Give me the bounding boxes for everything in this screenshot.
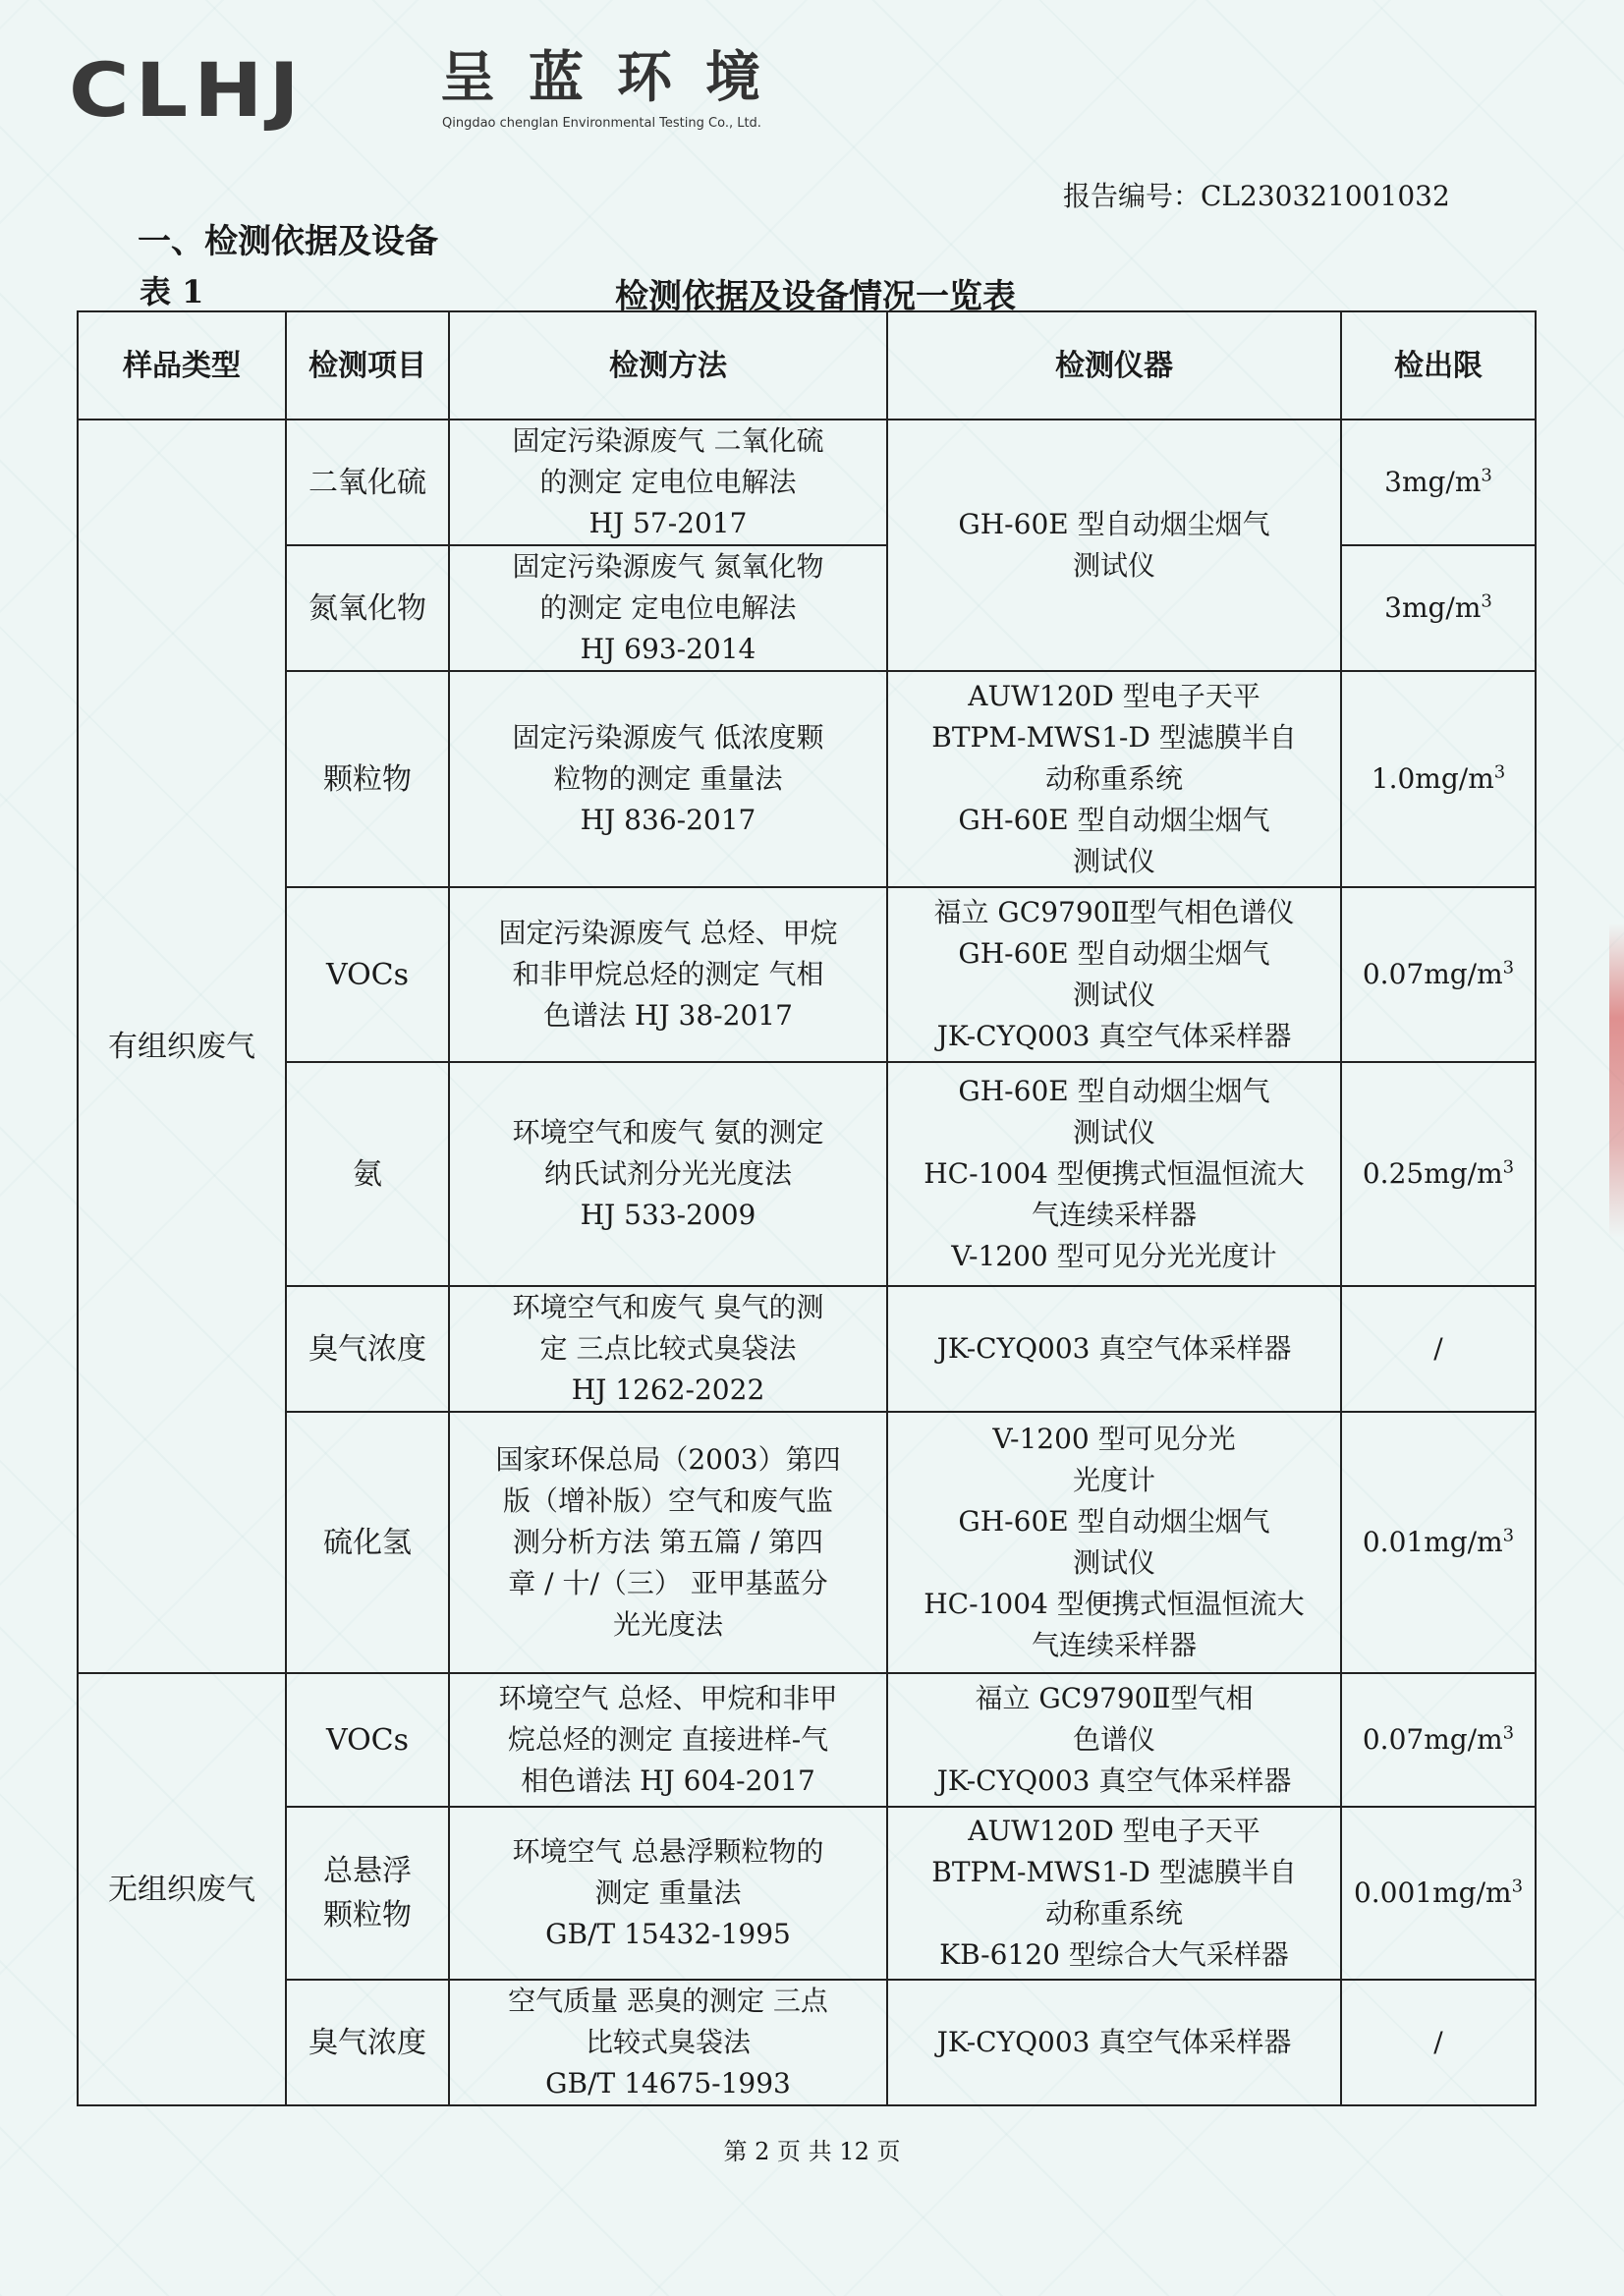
- table-row: [78, 1412, 1536, 1673]
- text-line: 环境空气和废气 氨的测定: [512, 1116, 824, 1148]
- limit-unit-exponent: 3: [1481, 590, 1492, 612]
- limit-value: 3mg/m: [1384, 466, 1482, 498]
- text-line: AUW120D 型电子天平: [968, 1815, 1260, 1847]
- text-line: 颗粒物: [323, 761, 412, 797]
- text-line: 动称重系统: [1044, 762, 1183, 795]
- text-line: VOCs: [325, 1722, 410, 1758]
- instrument-cell: [887, 1673, 1341, 1807]
- text-line: V-1200 型可见分光: [992, 1423, 1236, 1455]
- text-line: 光光度法: [612, 1608, 723, 1641]
- detection-limit-cell: [1341, 887, 1536, 1062]
- test-item-cell: [286, 545, 449, 671]
- limit-value: 0.07mg/m: [1362, 1723, 1503, 1756]
- logo-mark: CLHJ: [69, 46, 306, 134]
- text-line: AUW120D 型电子天平: [968, 680, 1260, 712]
- instrument-cell: [887, 420, 1341, 671]
- report-number: 报告编号：CL230321001032: [1063, 180, 1450, 212]
- text-line: GH-60E 型自动烟尘烟气: [958, 1505, 1270, 1538]
- text-line: GB/T 15432-1995: [545, 1918, 791, 1950]
- table-header-row: [78, 311, 1536, 420]
- text-line: 测分析方法 第五篇 / 第四: [512, 1526, 824, 1558]
- text-line: 测试仪: [1072, 979, 1155, 1011]
- table-row: [78, 1980, 1536, 2105]
- text-line: 臭气浓度: [308, 1331, 426, 1367]
- detection-limit-cell: [1341, 1980, 1536, 2105]
- text-line: HJ 1262-2022: [571, 1373, 765, 1406]
- limit-unit-exponent: 3: [1511, 1876, 1524, 1897]
- test-method-cell: [449, 1807, 887, 1980]
- test-method-cell: [449, 1673, 887, 1807]
- text-line: 颗粒物: [323, 1898, 412, 1932]
- text-line: V-1200 型可见分光光度计: [951, 1240, 1277, 1272]
- header-test-method: 检测方法: [449, 311, 887, 420]
- limit-value: /: [1433, 2026, 1443, 2058]
- text-line: 测试仪: [1072, 845, 1155, 877]
- test-item-cell: [286, 1062, 449, 1286]
- text-line: 臭气浓度: [308, 2025, 426, 2060]
- test-method-cell: [449, 1980, 887, 2105]
- header-instrument: 检测仪器: [887, 311, 1341, 420]
- test-method-cell: [449, 1286, 887, 1412]
- text-line: HJ 57-2017: [588, 507, 748, 539]
- text-line: 测试仪: [1072, 1546, 1155, 1579]
- text-line: JK-CYQ003 真空气体采样器: [936, 1764, 1292, 1797]
- text-line: 色谱仪: [1072, 1723, 1155, 1756]
- limit-unit-exponent: 3: [1502, 1722, 1515, 1744]
- text-line: 的测定 定电位电解法: [539, 466, 797, 498]
- text-line: 固定污染源废气 总烃、甲烷: [498, 917, 838, 949]
- detection-limit-cell: [1341, 1062, 1536, 1286]
- test-item-cell: [286, 1412, 449, 1673]
- limit-value: 0.25mg/m: [1362, 1157, 1503, 1190]
- table-label: 表 1: [140, 273, 204, 310]
- text-line: JK-CYQ003 真空气体采样器: [936, 1020, 1292, 1052]
- sample-type-cell: 有组织废气: [78, 420, 286, 1673]
- test-method-cell: [449, 420, 887, 545]
- table-row: [78, 420, 1536, 545]
- limit-value: 3mg/m: [1384, 591, 1482, 624]
- table-row: [78, 887, 1536, 1062]
- text-line: 固定污染源废气 二氧化硫: [512, 424, 824, 457]
- text-line: 环境空气 总烃、甲烷和非甲: [498, 1682, 838, 1714]
- text-line: 国家环保总局（2003）第四: [495, 1443, 841, 1476]
- test-method-cell: [449, 887, 887, 1062]
- text-line: GH-60E 型自动烟尘烟气: [958, 1075, 1270, 1107]
- text-line: KB-6120 型综合大气采样器: [939, 1938, 1289, 1971]
- text-line: HJ 693-2014: [580, 633, 756, 665]
- header-test-item: 检测项目: [286, 311, 449, 420]
- text-line: JK-CYQ003 真空气体采样器: [936, 1332, 1292, 1365]
- limit-value: 1.0mg/m: [1371, 762, 1494, 795]
- text-line: GH-60E 型自动烟尘烟气: [958, 804, 1270, 836]
- instrument-cell: [887, 1807, 1341, 1980]
- page-footer: 第 2 页 共 12 页: [723, 2138, 901, 2165]
- text-line: JK-CYQ003 真空气体采样器: [936, 2026, 1292, 2058]
- detection-limit-cell: [1341, 671, 1536, 887]
- test-item-cell: [286, 887, 449, 1062]
- test-item-cell: [286, 1807, 449, 1980]
- text-line: 环境空气 总悬浮颗粒物的: [512, 1835, 824, 1868]
- limit-unit-exponent: 3: [1502, 1156, 1515, 1178]
- test-method-cell: [449, 1062, 887, 1286]
- instrument-cell: [887, 671, 1341, 887]
- text-line: 二氧化硫: [308, 465, 426, 500]
- text-line: 和非甲烷总烃的测定 气相: [512, 958, 824, 990]
- instrument-cell: [887, 1286, 1341, 1412]
- table-row: [78, 1062, 1536, 1286]
- text-line: 福立 GC9790Ⅱ型气相: [975, 1682, 1254, 1714]
- table-row: [78, 671, 1536, 887]
- text-line: 的测定 定电位电解法: [539, 591, 797, 624]
- header-sample-type: 样品类型: [78, 311, 286, 420]
- text-line: 氨: [353, 1156, 382, 1192]
- text-line: GH-60E 型自动烟尘烟气: [958, 508, 1270, 540]
- text-line: GH-60E 型自动烟尘烟气: [958, 937, 1270, 970]
- test-item-cell: [286, 420, 449, 545]
- test-method-cell: [449, 671, 887, 887]
- company-logo: [69, 46, 794, 136]
- text-line: 空气质量 恶臭的测定 三点: [508, 1985, 828, 2017]
- detection-limit-cell: [1341, 1412, 1536, 1673]
- text-line: 动称重系统: [1044, 1897, 1183, 1930]
- test-item-cell: [286, 671, 449, 887]
- text-line: GB/T 14675-1993: [545, 2067, 791, 2100]
- text-line: 固定污染源废气 氮氧化物: [512, 550, 824, 583]
- limit-unit-exponent: 3: [1481, 465, 1492, 486]
- text-line: 色谱法 HJ 38-2017: [543, 999, 793, 1032]
- text-line: 粒物的测定 重量法: [553, 762, 783, 795]
- detection-limit-cell: [1341, 1286, 1536, 1412]
- text-line: HC-1004 型便携式恒温恒流大: [924, 1588, 1305, 1620]
- text-line: 测试仪: [1072, 1116, 1155, 1148]
- test-item-cell: [286, 1673, 449, 1807]
- text-line: VOCs: [325, 957, 410, 992]
- limit-unit-exponent: 3: [1493, 761, 1506, 783]
- instrument-cell: [887, 1062, 1341, 1286]
- text-line: 定 三点比较式臭袋法: [539, 1332, 797, 1365]
- detection-limit-cell: [1341, 420, 1536, 545]
- text-line: 气连续采样器: [1031, 1629, 1197, 1661]
- basis-equipment-table: [77, 310, 1537, 2106]
- text-line: 测试仪: [1072, 549, 1155, 582]
- text-line: 总悬浮: [323, 1854, 412, 1888]
- table-row: [78, 1286, 1536, 1412]
- test-item-cell: [286, 1980, 449, 2105]
- text-line: 硫化氢: [323, 1525, 412, 1560]
- text-line: BTPM-MWS1-D 型滤膜半自: [931, 1856, 1297, 1888]
- logo-english-name: Qingdao chenglan Environmental Testing Co., Ltd.: [442, 116, 761, 131]
- limit-value: 0.07mg/m: [1362, 958, 1503, 990]
- text-line: 测定 重量法: [594, 1876, 742, 1909]
- table-caption: 检测依据及设备情况一览表: [615, 277, 1016, 316]
- text-line: HJ 533-2009: [580, 1199, 756, 1231]
- detection-limit-cell: [1341, 545, 1536, 671]
- text-line: BTPM-MWS1-D 型滤膜半自: [931, 721, 1297, 754]
- text-line: 比较式臭袋法: [585, 2026, 751, 2058]
- text-line: 章 / 十/（三） 亚甲基蓝分: [508, 1567, 828, 1599]
- text-line: 光度计: [1072, 1464, 1155, 1496]
- seal-edge-mark: [1609, 924, 1624, 1238]
- text-line: 福立 GC9790Ⅱ型气相色谱仪: [933, 896, 1295, 928]
- limit-value: 0.001mg/m: [1353, 1876, 1512, 1909]
- text-line: HC-1004 型便携式恒温恒流大: [924, 1157, 1305, 1190]
- text-line: 固定污染源废气 低浓度颗: [512, 721, 824, 754]
- limit-unit-exponent: 3: [1502, 1525, 1515, 1546]
- text-line: 烷总烃的测定 直接进样-气: [507, 1723, 829, 1756]
- limit-value: 0.01mg/m: [1362, 1526, 1503, 1558]
- text-line: 纳氏试剂分光光度法: [543, 1157, 792, 1190]
- test-item-cell: [286, 1286, 449, 1412]
- logo-chinese-name: 呈蓝环境: [440, 46, 794, 110]
- text-line: 相色谱法 HJ 604-2017: [521, 1764, 815, 1797]
- table-row: [78, 1673, 1536, 1807]
- section-title: 一、检测依据及设备: [138, 222, 438, 261]
- test-method-cell: [449, 1412, 887, 1673]
- header-detection-limit: 检出限: [1341, 311, 1536, 420]
- limit-value: /: [1433, 1332, 1443, 1365]
- table-row: [78, 1807, 1536, 1980]
- instrument-cell: [887, 887, 1341, 1062]
- test-method-cell: [449, 545, 887, 671]
- instrument-cell: [887, 1412, 1341, 1673]
- detection-limit-cell: [1341, 1673, 1536, 1807]
- text-line: 气连续采样器: [1031, 1199, 1197, 1231]
- detection-limit-cell: [1341, 1807, 1536, 1980]
- sample-type-cell: 无组织废气: [78, 1673, 286, 2105]
- limit-unit-exponent: 3: [1502, 957, 1515, 979]
- text-line: 氮氧化物: [308, 590, 426, 626]
- text-line: 版（增补版）空气和废气监: [502, 1484, 833, 1517]
- instrument-cell: [887, 1980, 1341, 2105]
- text-line: 环境空气和废气 臭气的测: [512, 1291, 824, 1323]
- text-line: HJ 836-2017: [580, 804, 756, 836]
